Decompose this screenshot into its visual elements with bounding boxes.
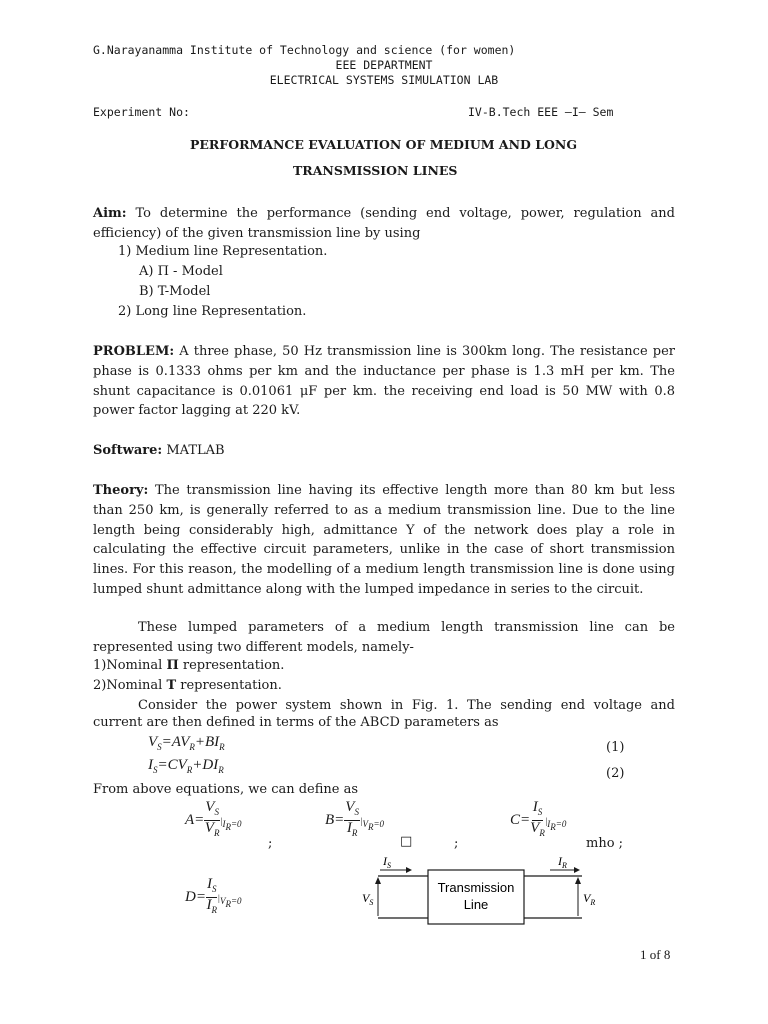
abcd-paragraph: Consider the power system shown in Fig. 1. The sending end voltage and current are then defined in terms of the ABCD parameters as [93,698,675,730]
from-above-text: From above equations, we can define as [93,782,359,797]
equation-vs: $V_S=AV_R+BI_R$ [148,734,225,752]
block-label-line1: Transmission [437,880,515,895]
theory-text: The transmission line having its effective length more than 80 km but less than 250 km, is generally referred to as a medium transmission line. Due to the line length being considerably high, admittance Y of the network does play a role in calculating the effective circuit parameters, unlike in the case of short transmission lines. For this reason, the modelling of a medium length transmission line is done using lumped shunt admittance along with the lumped impedance in series to the circuit. [93,483,675,597]
semicolon-b: ; [454,836,459,851]
ir-label: $I_R$ [558,854,567,870]
aim-text: To determine the performance (sending end voltage, power, regulation and efficiency) of the given transmission line by using [93,206,675,241]
equation-2-number: (2) [606,766,625,781]
vr-label: $V_R$ [583,891,596,907]
page-number: 1 of 8 [640,947,671,962]
aim-item-medium: 1) Medium line Representation. [118,244,328,259]
block-label-line2: Line [463,897,489,912]
t-symbol: T [166,678,177,693]
equation-b: B= $\frac{V_S}{I_R}$ $|_{V_R=0}$ [325,799,385,838]
vr-arrowhead [575,877,581,884]
equation-is: $I_S=CV_R+DI_R$ [148,757,224,775]
institute-name: G.Narayanamma Institute of Technology and science (for women) [93,43,516,57]
theory-paragraph [93,481,675,600]
ir-arrowhead [574,867,580,873]
semester-label: IV-B.Tech EEE –I– Sem [468,105,614,119]
software-line [93,443,225,458]
page-title-line1: PERFORMANCE EVALUATION OF MEDIUM AND LONG [190,137,578,152]
lab-name: ELECTRICAL SYSTEMS SIMULATION LAB [269,73,499,87]
is-label: $I_S$ [383,854,391,870]
problem-text: A three phase, 50 Hz transmission line is 300km long. The resistance per phase is 0.1333 ohms per km and the inductance per phase is 1.3 mH per km. The shunt capacitance is 0.01061 μF per km. the receiving end load is 50 MW with 0.8 power factor lagging at 220 kV. [93,344,675,419]
problem-paragraph [93,342,675,421]
page-title-line2: TRANSMISSION LINES [293,163,458,178]
model-nominal-t: 2)Nominal T representation. [93,678,282,693]
aim-item-t-model: B) T-Model [139,284,211,299]
theory-label: Theory: [93,483,149,498]
experiment-number: Experiment No: [93,105,190,119]
equation-d: D= $\frac{I_S}{I_R}$ $|_{V_R=0}$ [185,876,242,915]
semicolon-a: ; [268,836,273,851]
equation-c: C= $\frac{I_S}{V_R}$ $|_{I_R=0}$ [510,799,567,838]
aim-label: Aim: [93,206,127,221]
aim-item-pi-model: A) Π - Model [139,264,223,279]
aim-item-long: 2) Long line Representation. [118,304,307,319]
is-arrowhead [406,867,412,873]
mho-unit: mho ; [586,836,624,851]
vs-arrowhead [375,877,381,884]
software-text: MATLAB [162,443,225,458]
theory-models-paragraph: These lumped parameters of a medium length transmission line can be represented using two different models, namely- [93,620,675,655]
equation-a: A= $\frac{V_S}{V_R}$ $|_{I_R=0}$ [185,799,242,838]
model-nominal-pi: 1)Nominal Π representation. [93,658,285,673]
aim-paragraph [93,204,675,244]
vs-label: $V_S$ [362,891,374,907]
two-port-diagram [350,850,620,930]
software-label: Software: [93,443,163,458]
pi-symbol: Π [166,658,179,673]
department-name: EEE DEPARTMENT [335,58,433,72]
equation-1-number: (1) [606,740,625,755]
missing-glyph-box: □ [400,834,413,849]
problem-label: PROBLEM: [93,344,175,359]
